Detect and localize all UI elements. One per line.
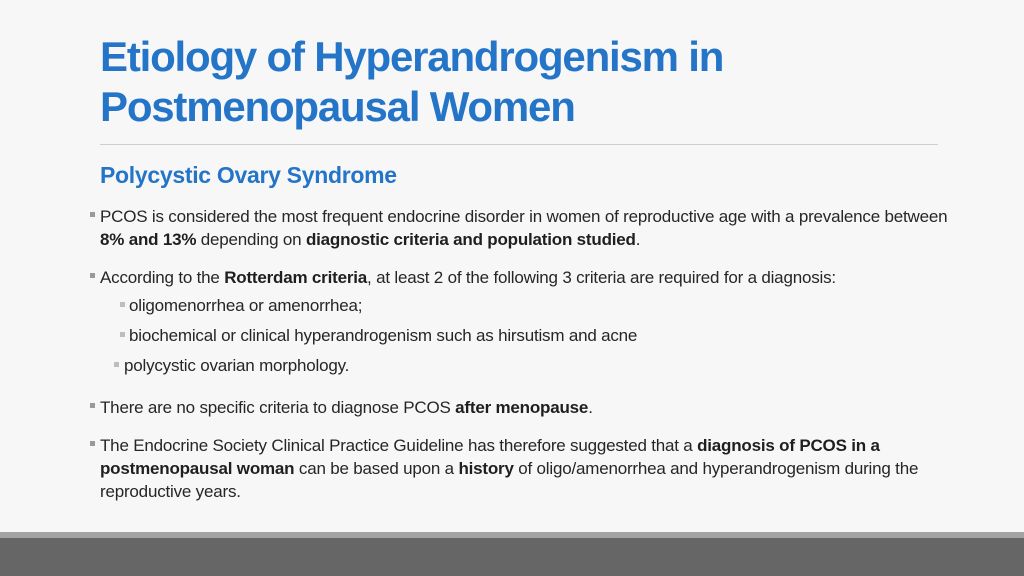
bullet-bold-text: Rotterdam criteria (224, 268, 368, 287)
bullet-square-icon (90, 273, 95, 278)
bullet-bold-text: 8% and 13% (100, 230, 197, 249)
criteria-item-text: biochemical or clinical hyperandrogenism such as hirsutism and acne (129, 326, 638, 345)
bullet-square-icon (90, 441, 95, 446)
bullet-square-icon (90, 403, 95, 408)
sub-bullet-square-icon (120, 302, 125, 307)
bullet-bold-text: after menopause (455, 398, 589, 417)
sub-bullet-square-icon (120, 332, 125, 337)
bullet-text: The Endocrine Society Clinical Practice Guideline has therefore suggested that a (100, 436, 698, 455)
title-line-2: Postmenopausal Women (100, 83, 575, 130)
bullet-text: According to the (100, 268, 225, 287)
bullet-bold-text: history (458, 459, 514, 478)
criteria-sublist (100, 291, 948, 381)
bullet-text: There are no specific criteria to diagnose PCOS (100, 398, 456, 417)
bullet-square-icon (90, 212, 95, 217)
criteria-item (100, 351, 948, 381)
criteria-item-text: polycystic ovarian morphology. (124, 356, 350, 375)
bullet-text: , at least 2 of the following 3 criteria are required for a diagnosis: (367, 268, 836, 287)
footer-bar (0, 538, 1024, 576)
bullet-text: PCOS is considered the most frequent endocrine disorder in women of reproductive age with a prevalence between (100, 207, 948, 226)
bullet-rotterdam-criteria (88, 266, 948, 381)
criteria-item (100, 291, 948, 321)
title-divider (100, 144, 938, 145)
bullet-text: can be based upon a (294, 459, 459, 478)
slide-title (100, 32, 940, 132)
bullet-bold-text: diagnosis of PCOS in a postmenopausal woman (100, 436, 880, 478)
sub-bullet-square-icon (114, 362, 119, 367)
criteria-item (100, 321, 948, 351)
bullet-text: . (635, 230, 641, 249)
title-line-1: Etiology of Hyperandrogenism in (100, 33, 724, 80)
bullet-text: . (588, 398, 593, 417)
bullet-list (88, 205, 948, 503)
bullet-text: of oligo/amenorrhea and hyperandrogenism during the reproductive years. (100, 459, 919, 501)
bullet-after-menopause (88, 396, 948, 419)
bullet-endocrine-guideline (88, 434, 948, 503)
criteria-item-text: oligomenorrhea or amenorrhea; (129, 296, 363, 315)
bullet-bold-text: diagnostic criteria and population studied (305, 230, 636, 249)
bullet-text: depending on (196, 230, 306, 249)
section-subtitle: Polycystic Ovary Syndrome (100, 162, 397, 188)
bullet-pcos-prevalence (88, 205, 948, 251)
